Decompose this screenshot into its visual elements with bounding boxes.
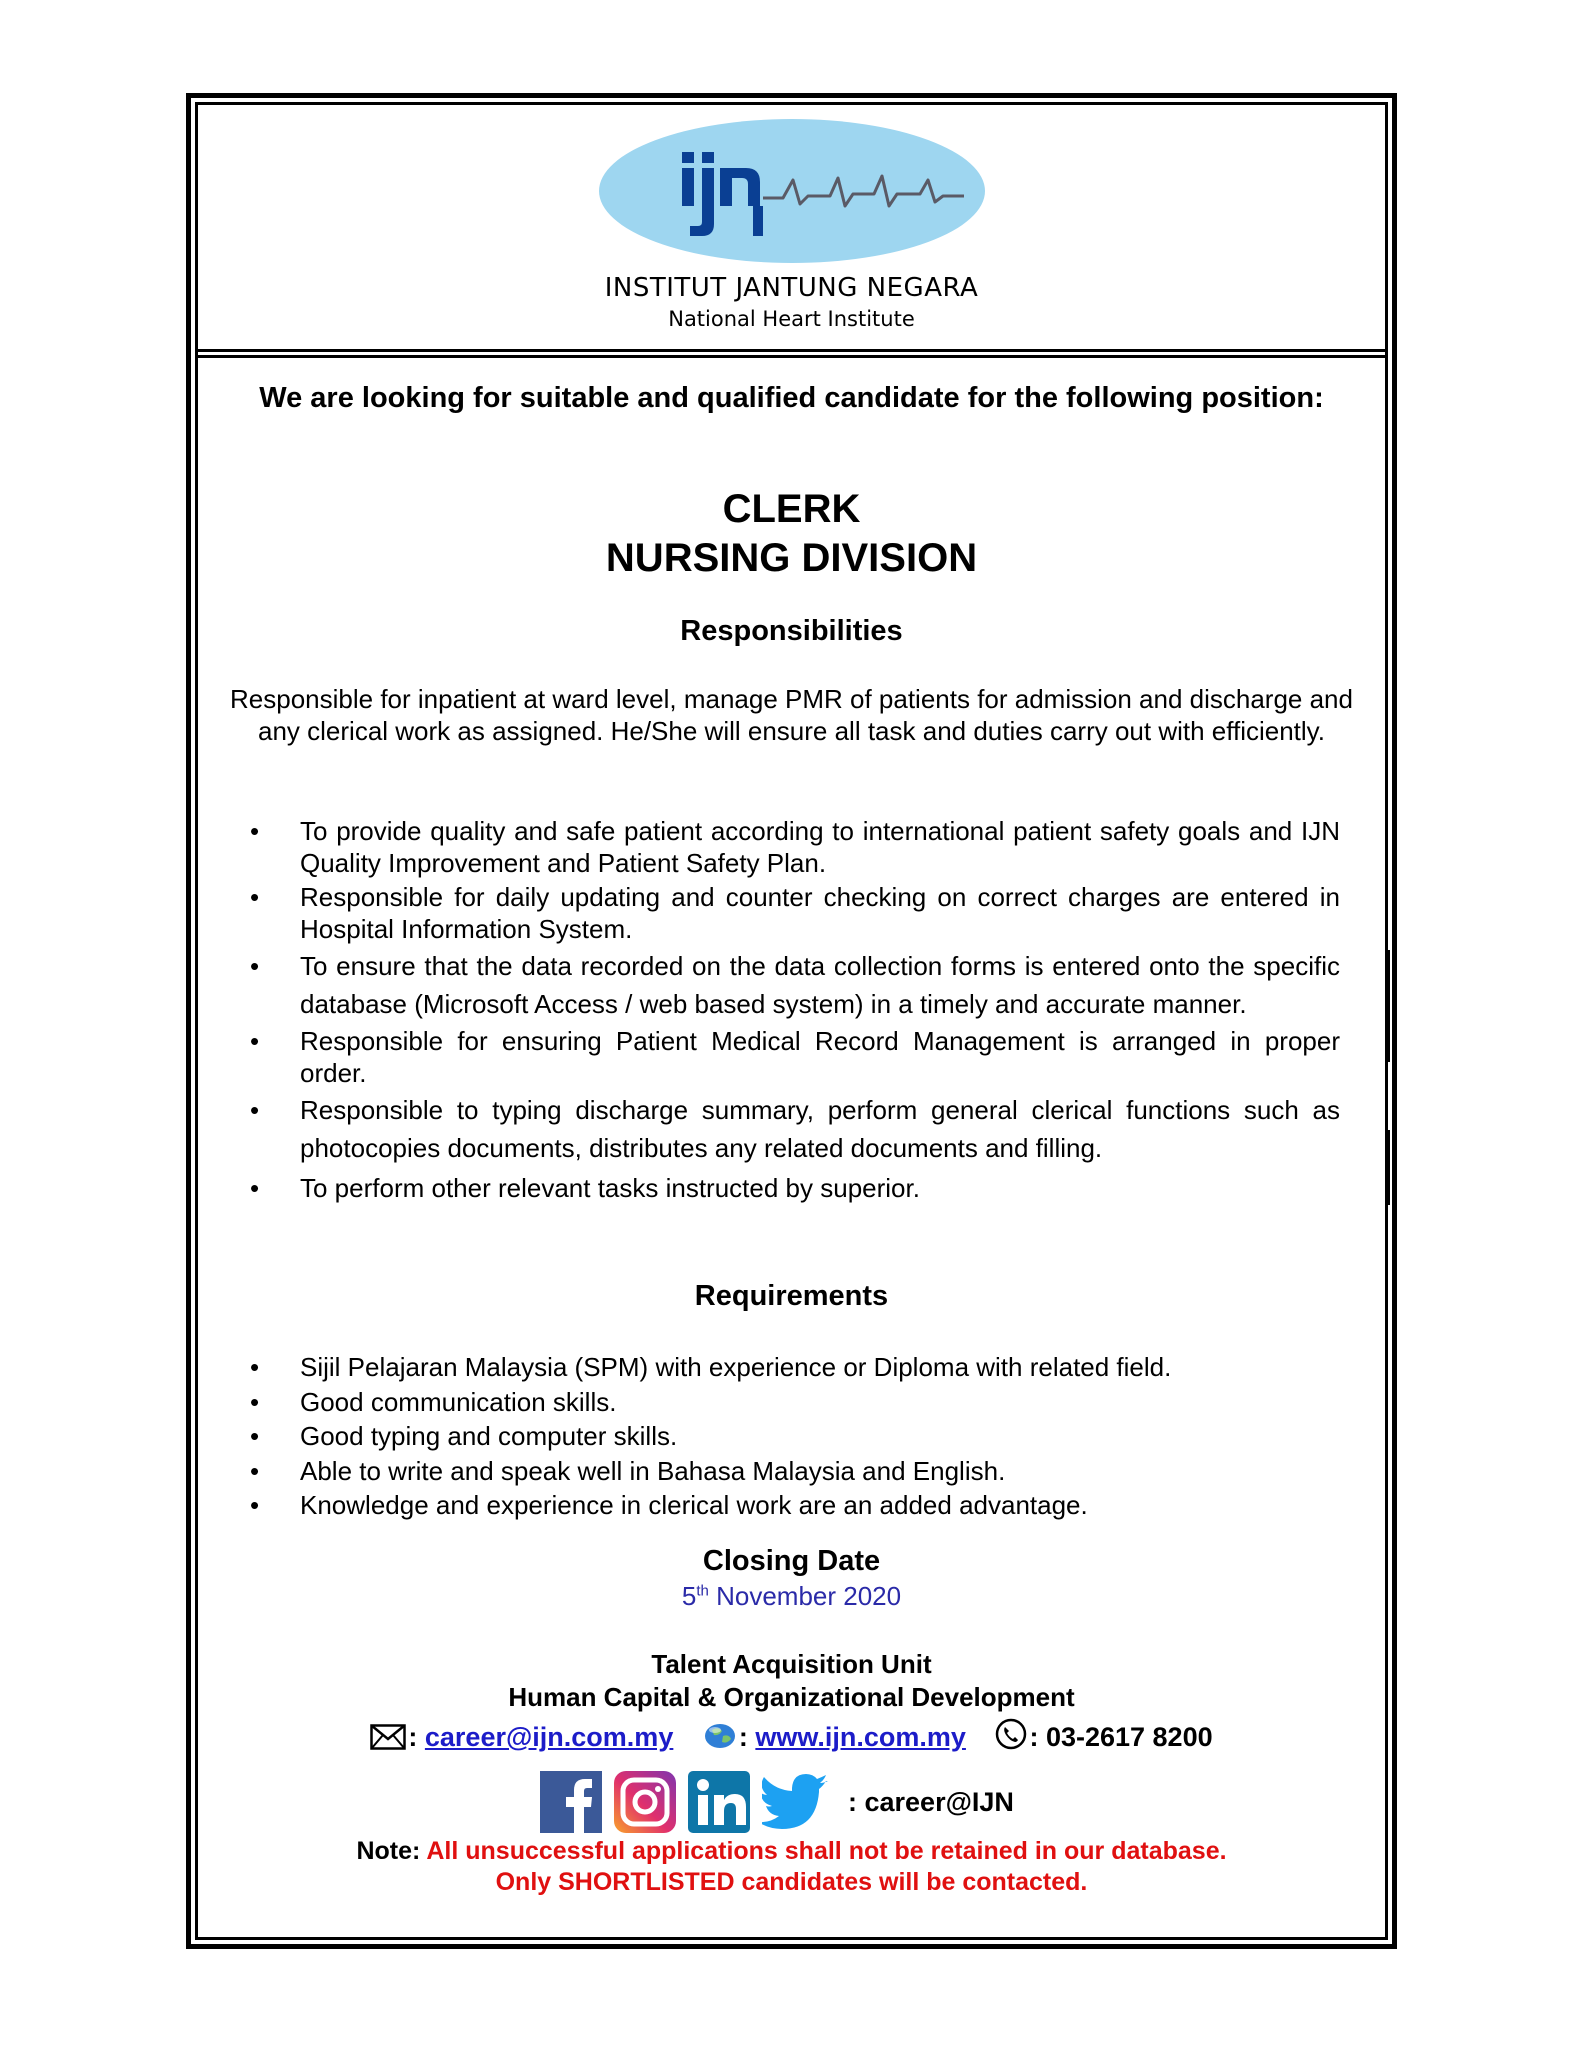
envelope-icon — [370, 1724, 406, 1750]
responsibilities-heading: Responsibilities — [680, 615, 903, 647]
closing-date — [215, 1581, 1368, 1612]
note — [215, 1836, 1368, 1898]
list-item: • Responsible to typing discharge summary, perform general clerical functions such as photocopies documents, distributes any related documents and filling. — [250, 1091, 1340, 1167]
website-separator: : — [738, 1722, 748, 1752]
note-label: Note: — [356, 1837, 427, 1865]
instagram-icon[interactable] — [614, 1771, 676, 1833]
social-row — [540, 1770, 1014, 1834]
list-item: • To perform other relevant tasks instructed by superior. — [250, 1169, 1340, 1207]
responsibilities-list — [250, 815, 1340, 1209]
linkedin-icon[interactable] — [688, 1771, 750, 1833]
closing-month-year: November 2020 — [708, 1581, 902, 1611]
requirements-list — [250, 1350, 1340, 1523]
list-item: • To ensure that the data recorded on the data collection forms is entered onto the specific database (Microsoft Access / web based system) in a timely and accurate manner. — [250, 947, 1340, 1023]
contact-unit — [215, 1648, 1368, 1714]
unit-name: Talent Acquisition Unit — [651, 1649, 932, 1679]
email-separator: : — [408, 1722, 418, 1752]
phone-separator: : — [1029, 1722, 1039, 1752]
ijn-logo — [598, 118, 986, 264]
social-handle: : career@IJN — [848, 1786, 1014, 1817]
department-name: Human Capital & Organizational Development — [508, 1682, 1075, 1712]
list-item: • Responsible for ensuring Patient Medical Record Management is arranged in proper order. — [250, 1025, 1340, 1089]
list-item: • Good communication skills. — [250, 1385, 1340, 1420]
edge-mark — [1386, 950, 1390, 1062]
note-line2: Only SHORTLISTED candidates will be contacted. — [495, 1868, 1088, 1896]
position-title-line1: CLERK — [722, 487, 861, 531]
website-link[interactable]: www.ijn.com.my — [755, 1722, 966, 1752]
list-item: • Good typing and computer skills. — [250, 1419, 1340, 1454]
institute-subtitle: National Heart Institute — [668, 307, 915, 331]
intro-text: We are looking for suitable and qualified candidate for the following position: — [259, 382, 1324, 414]
closing-day-suffix: th — [696, 1582, 709, 1600]
email-link[interactable]: career@ijn.com.my — [424, 1722, 674, 1752]
phone-number: 03-2617 8200 — [1045, 1722, 1213, 1752]
list-item: • Responsible for daily updating and counter checking on correct charges are entered in Hospital Information System. — [250, 881, 1340, 945]
globe-icon — [703, 1720, 737, 1750]
institute-name: INSTITUT JANTUNG NEGARA — [604, 273, 979, 303]
closing-day: 5 — [681, 1581, 697, 1611]
responsibilities-summary: Responsible for inpatient at ward level, manage PMR of patients for admission and discharge and any clerical work as assigned. He/She will ensure all task and duties carry out with efficiently. — [230, 684, 1353, 746]
facebook-icon[interactable] — [540, 1771, 602, 1833]
requirements-heading: Requirements — [694, 1280, 889, 1312]
note-line1: All unsuccessful applications shall not be retained in our database. — [426, 1837, 1227, 1865]
list-item: • Able to write and speak well in Bahasa Malaysia and English. — [250, 1454, 1340, 1489]
list-item: • Knowledge and experience in clerical work are an added advantage. — [250, 1488, 1340, 1523]
phone-icon — [995, 1718, 1027, 1750]
list-item: • To provide quality and safe patient according to international patient safety goals and IJN Quality Improvement and Patient Safety Plan. — [250, 815, 1340, 879]
position-title — [215, 485, 1368, 583]
list-item: • Sijil Pelajaran Malaysia (SPM) with experience or Diploma with related field. — [250, 1350, 1340, 1385]
twitter-icon[interactable] — [762, 1771, 832, 1833]
contact-row — [0, 1718, 1583, 1753]
edge-mark — [1386, 1130, 1390, 1205]
closing-date-heading: Closing Date — [702, 1545, 881, 1577]
position-title-line2: NURSING DIVISION — [605, 536, 978, 580]
header-divider — [195, 349, 1388, 358]
